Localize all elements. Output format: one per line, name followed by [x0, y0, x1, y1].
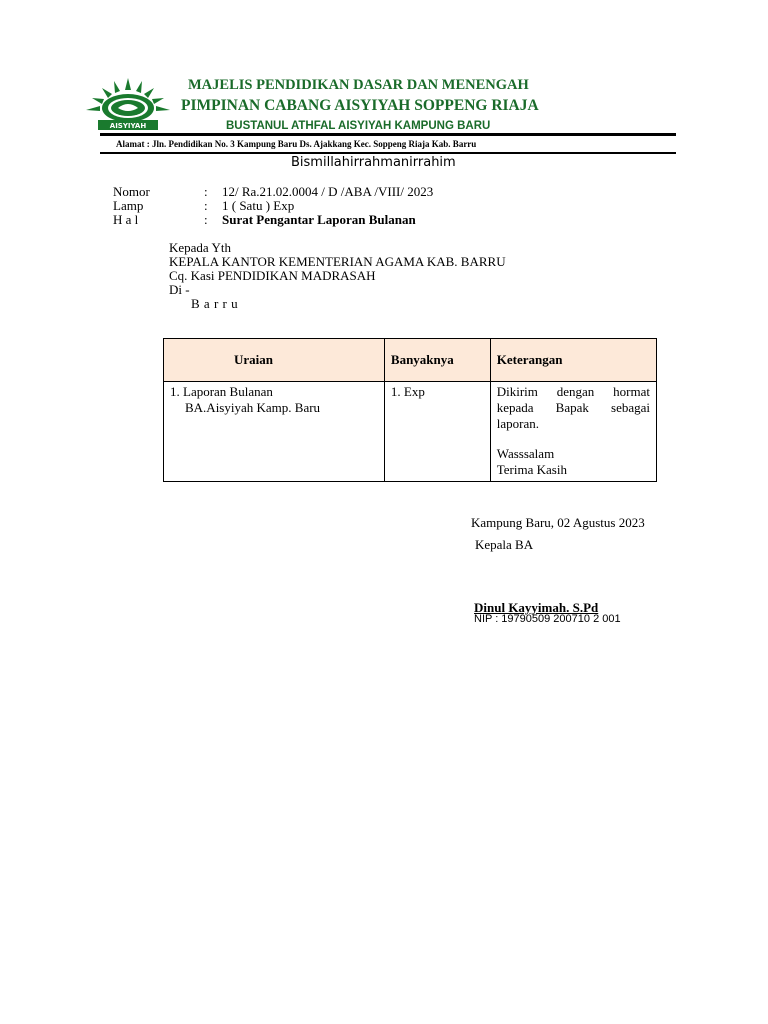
- letterhead-line-2: PIMPINAN CABANG AISYIYAH SOPPENG RIAJA: [181, 97, 539, 114]
- signatory-nip: NIP : 19790509 200710 2 001: [474, 613, 621, 625]
- letterhead-line-3: BUSTANUL ATHFAL AISYIYAH KAMPUNG BARU: [226, 120, 491, 132]
- addressee-office: KEPALA KANTOR KEMENTERIAN AGAMA KAB. BARRU: [169, 254, 506, 269]
- aisyiyah-sun-logo-icon: [84, 76, 172, 132]
- table-header-row: [164, 339, 657, 382]
- keterangan-line-2: kepada Bapak sebagai: [496, 400, 650, 415]
- cell-banyaknya: 1. Exp: [384, 382, 490, 482]
- addressee-city: B a r r u: [191, 296, 239, 311]
- addressee-greeting: Kepada Yth: [169, 240, 231, 255]
- signatory-name: Dinul Kayyimah. S.Pd: [474, 600, 599, 615]
- meta-label-lamp: Lamp: [113, 198, 144, 213]
- meta-colon-hal: :: [204, 212, 208, 227]
- addressee-division: Cq. Kasi PENDIDIKAN MADRASAH: [169, 268, 376, 283]
- keterangan-line-5: Terima Kasih: [496, 462, 567, 477]
- uraian-line-2: BA.Aisyiyah Kamp. Baru: [185, 400, 321, 415]
- header-uraian: Uraian: [164, 339, 385, 382]
- meta-colon-nomor: :: [204, 184, 208, 199]
- uraian-line-1: 1. Laporan Bulanan: [170, 384, 273, 399]
- letterhead-rule-bottom: [100, 152, 676, 154]
- opening-basmala: Bismillahirrahmanirrahim: [291, 155, 456, 170]
- meta-colon-lamp: :: [204, 198, 208, 213]
- logo-text: AISYIYAH: [109, 122, 147, 130]
- addressee-di: Di -: [169, 282, 190, 297]
- keterangan-line-3: laporan.: [496, 416, 539, 431]
- keterangan-line-4: Wasssalam: [496, 446, 555, 461]
- place-date: Kampung Baru, 02 Agustus 2023: [471, 515, 645, 530]
- letterhead-address: Alamat : Jln. Pendidikan No. 3 Kampung Baru Ds. Ajakkang Kec. Soppeng Riaja Kab. Barru: [116, 139, 477, 149]
- header-keterangan: Keterangan: [490, 339, 656, 382]
- keterangan-line-1: Dikirim dengan hormat: [496, 384, 650, 399]
- meta-value-lamp: 1 ( Satu ) Exp: [222, 198, 295, 213]
- header-banyaknya: Banyaknya: [384, 339, 490, 382]
- table-row: [164, 382, 657, 482]
- meta-label-nomor: Nomor: [113, 184, 150, 199]
- meta-value-nomor: 12/ Ra.21.02.0004 / D /ABA /VIII/ 2023: [222, 184, 434, 199]
- items-table: [163, 338, 657, 482]
- letterhead-rule-top: [100, 133, 676, 136]
- meta-label-hal: H a l: [113, 212, 139, 227]
- signatory-title: Kepala BA: [475, 537, 534, 552]
- cell-keterangan: [490, 382, 656, 482]
- letterhead-line-1: MAJELIS PENDIDIKAN DASAR DAN MENENGAH: [188, 77, 529, 93]
- meta-value-hal: Surat Pengantar Laporan Bulanan: [222, 212, 416, 227]
- cell-uraian: [164, 382, 385, 482]
